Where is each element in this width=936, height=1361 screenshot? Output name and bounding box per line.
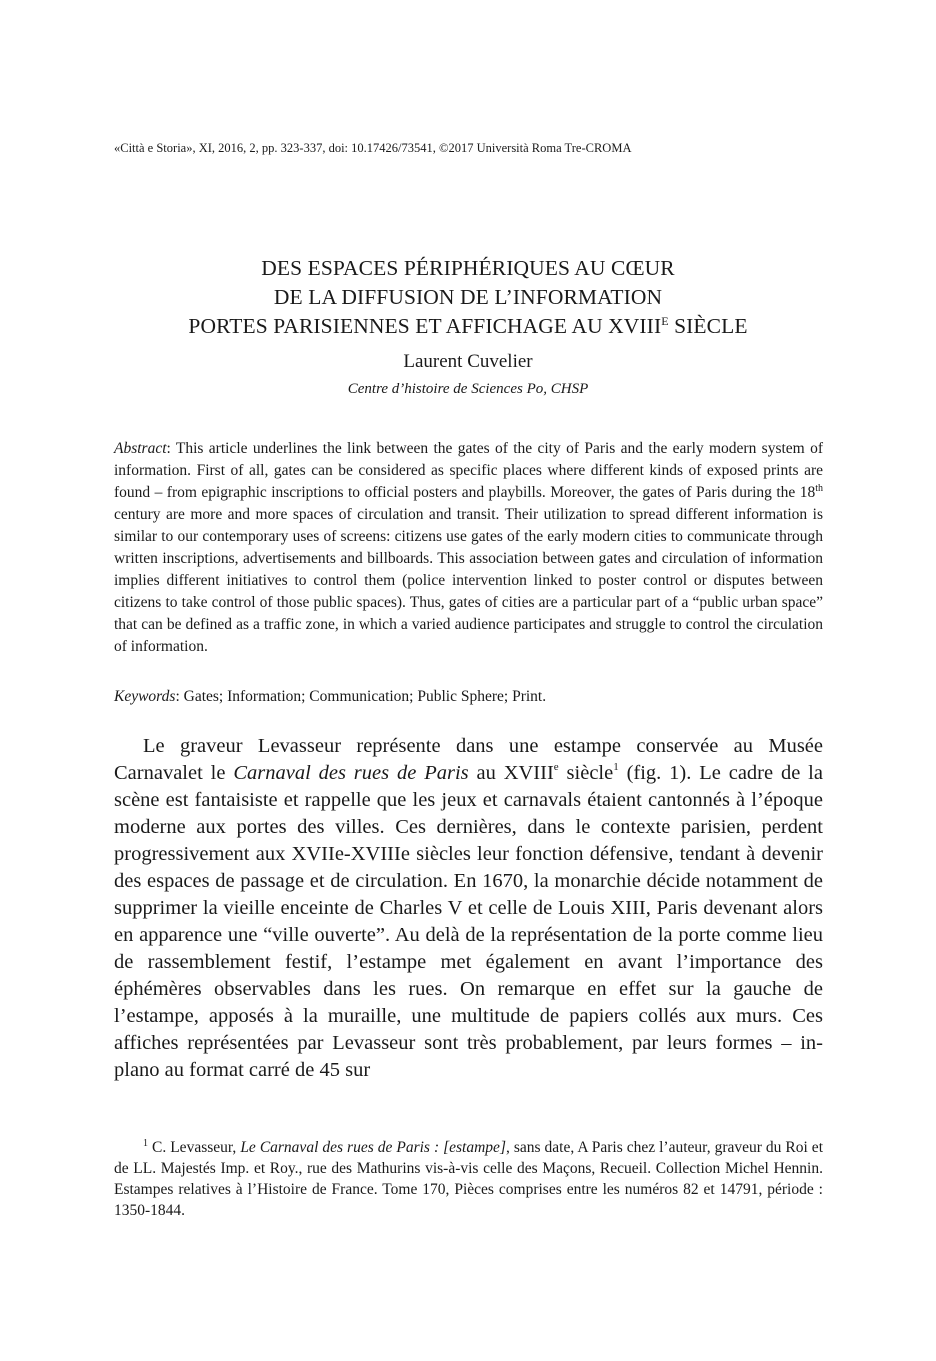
keywords — [114, 686, 823, 708]
abstract-text-a: : This article underlines the link between the gates of the city of Paris and the early modern system of information. First of all, gates can be considered as specific places where different kinds of exposed prints are found – from epigraphic inscriptions to official posters and playbills. Moreover, the gates of Paris during the 18 — [114, 440, 823, 501]
body-paragraph — [114, 733, 823, 1084]
body-text-4: (fig. 1). Le cadre de la scène est fantaisiste et rappelle que les jeux et carnavals étaient cantonnés à l’époque moderne aux portes des villes. Ces dernières, dans le contexte parisien, perdent progressivement aux XVIIe-XVIIIe siècles leur fonction défensive, tendant à devenir des espaces de passage et de circulation. En 1670, la monarchie décide notamment de supprimer la vieille enceinte de Charles V et celle de Louis XIII, Paris devenant alors en apparence une “ville ouverte”. Au delà de la représentation de la porte comme lieu de rassemblement festif, l’estampe met également en avant l’importance des éphémères observables dans les rues. On remarque en effet sur la gauche de l’estampe, apposés à la muraille, une multitude de papiers collés aux murs. Ces affiches représentées par Levasseur sont très probablement, par leurs formes – in-plano au format carré de 45 sur — [114, 762, 823, 1081]
title-line-3-main: PORTES PARISIENNES ET AFFICHAGE AU XVIII — [188, 314, 662, 338]
footnote — [114, 1137, 823, 1221]
author-name: Laurent Cuvelier — [403, 351, 533, 372]
article-heading — [0, 254, 936, 399]
footnote-reference[interactable]: 1 — [613, 761, 619, 773]
title-line-3 — [0, 312, 936, 341]
journal-citation: «Città e Storia», XI, 2016, 2, pp. 323-337, doi: 10.17426/73541, ©2017 Università Roma Tre-CROMA — [114, 141, 632, 155]
body-text-1: Le graveur Levasseur représente dans une estampe conservée au Musée Carnavalet le — [114, 735, 823, 784]
title-line-3-end: SIÈCLE — [668, 314, 748, 338]
keywords-text: : Gates; Information; Communication; Public Sphere; Print. — [175, 688, 547, 705]
footnote-artwork-title: Le Carnaval des rues de Paris : [estampe] — [240, 1139, 506, 1156]
abstract-label: Abstract — [114, 440, 167, 457]
title-line-1: DES ESPACES PÉRIPHÉRIQUES AU CŒUR — [261, 256, 675, 280]
title-superscript: E — [661, 314, 669, 328]
body-text-2: au XVIII — [468, 762, 554, 784]
footnote-number: 1 — [143, 1138, 148, 1149]
keywords-label: Keywords — [114, 688, 176, 705]
footnote-text-1: C. Levasseur, — [148, 1139, 241, 1156]
body-artwork-title: Carnaval des rues de Paris — [233, 762, 469, 784]
body-text-3: siècle — [558, 762, 614, 784]
body-superscript-e: e — [553, 761, 559, 773]
abstract-text-b: century are more and more spaces of circulation and transit. Their utilization to spread different information is similar to our contemporary uses of screens: citizens use gates of the early modern cities to communicate through written inscriptions, advertisements and billboards. This association between gates and circulation of information implies different initiatives to control them (police intervention linked to poster control or disputes between citizens to take control of those public spaces). Thus, gates of cities are a particular part of a “public urban space” that can be defined as a traffic zone, in which a varied audience participates and struggle to control the circulation of information. — [114, 506, 823, 655]
footnote-text-2: , sans date, A Paris chez l’auteur, graveur du Roi et de LL. Majestés Imp. et Roy., rue des Mathurins vis-à-vis celle des Maçons, Recueil. Collection Michel Hennin. Estampes relatives à l’Histoire de France. Tome 170, Pièces comprises entre les numéros 82 et 14791, période : 1350-1844. — [114, 1139, 823, 1219]
title-line-2: DE LA DIFFUSION DE L’INFORMATION — [273, 285, 663, 309]
author-affiliation: Centre d’histoire de Sciences Po, CHSP — [347, 381, 589, 397]
abstract — [114, 438, 823, 658]
abstract-superscript: th — [815, 483, 823, 494]
